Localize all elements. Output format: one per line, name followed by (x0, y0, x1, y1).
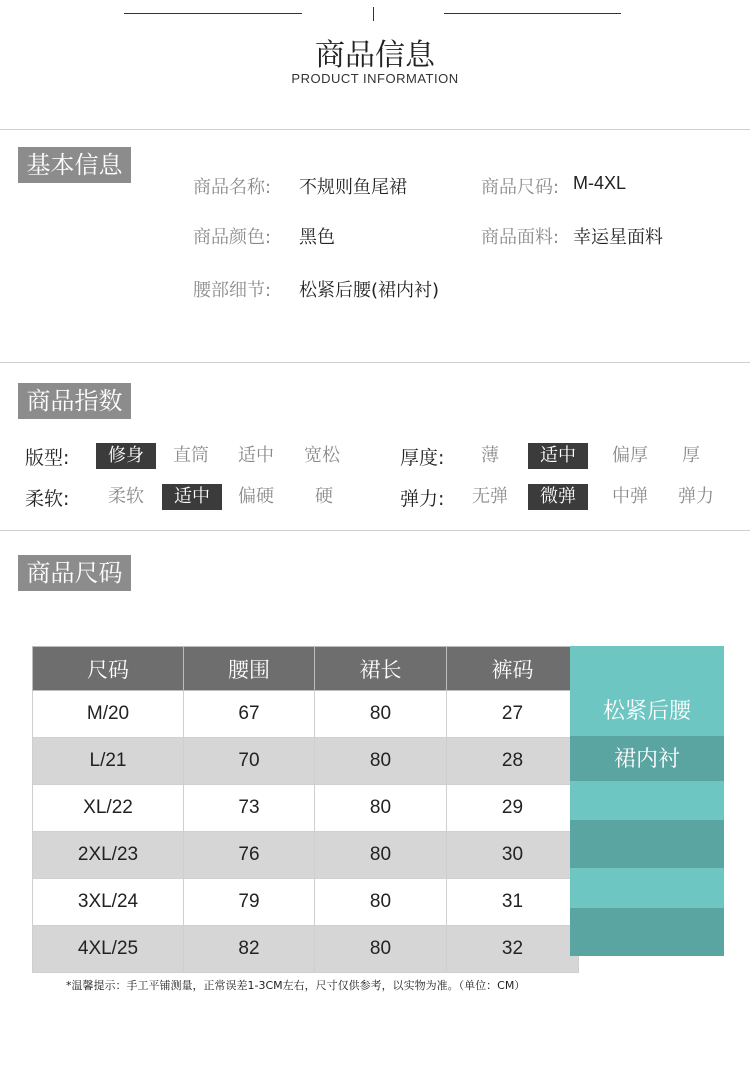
table-row (33, 785, 579, 832)
section-badge-size: 商品尺码 (18, 555, 131, 591)
table-row (33, 691, 579, 738)
softness-option-stiffer: 偏硬 (238, 486, 274, 507)
softness-option-medium: 适中 (162, 484, 222, 510)
table-cell: L/21 (33, 738, 184, 785)
section-badge-product-index: 商品指数 (18, 383, 131, 419)
table-cell: 80 (315, 926, 447, 973)
divider (0, 362, 750, 363)
table-cell: M/20 (33, 691, 184, 738)
table-row (33, 926, 579, 973)
table-cell: 67 (184, 691, 315, 738)
table-cell: 30 (447, 832, 579, 879)
product-size-value: M-4XL (573, 173, 627, 193)
header-pants-size: 裤码 (447, 647, 579, 691)
fit-option-slim: 修身 (96, 443, 156, 469)
header-skirt-length: 裙长 (315, 647, 447, 691)
fit-label: 版型: (25, 447, 70, 469)
page-subtitle: PRODUCT INFORMATION (291, 71, 459, 86)
page-title: 商品信息 (315, 38, 435, 73)
table-cell: 28 (447, 738, 579, 785)
table-cell: 80 (315, 879, 447, 926)
product-size-label: 商品尺码: (481, 177, 560, 198)
waist-detail-label: 腰部细节: (193, 280, 272, 301)
product-fabric-value: 幸运星面料 (573, 227, 663, 248)
table-cell: 70 (184, 738, 315, 785)
waist-detail-value: 松紧后腰(裙内衬) (299, 280, 440, 301)
softness-option-stiff: 硬 (315, 486, 333, 507)
table-cell: 3XL/24 (33, 879, 184, 926)
header-right-line (444, 13, 621, 14)
size-table (32, 646, 579, 973)
elasticity-option-none: 无弹 (472, 486, 508, 507)
thickness-option-thick: 厚 (682, 445, 700, 466)
table-cell: 4XL/25 (33, 926, 184, 973)
teal-block (570, 908, 724, 956)
table-cell: 31 (447, 879, 579, 926)
fit-option-regular: 适中 (238, 445, 274, 466)
fit-option-straight: 直筒 (173, 445, 209, 466)
table-cell: 76 (184, 832, 315, 879)
thickness-label: 厚度: (400, 447, 445, 469)
table-cell: 32 (447, 926, 579, 973)
table-cell: 80 (315, 691, 447, 738)
table-row (33, 879, 579, 926)
product-name-label: 商品名称: (193, 177, 272, 198)
table-cell: 80 (315, 785, 447, 832)
elasticity-label: 弹力: (400, 488, 445, 510)
elasticity-option-stretch: 弹力 (678, 486, 714, 507)
elasticity-option-slight: 微弹 (528, 484, 588, 510)
table-cell: 80 (315, 738, 447, 785)
fit-option-loose: 宽松 (304, 445, 340, 466)
table-row (33, 832, 579, 879)
header-size: 尺码 (33, 647, 184, 691)
divider (0, 129, 750, 130)
table-cell: 29 (447, 785, 579, 832)
thickness-option-thin: 薄 (481, 445, 499, 466)
divider (0, 530, 750, 531)
teal-block (570, 781, 724, 820)
header-waist: 腰围 (184, 647, 315, 691)
softness-option-soft: 柔软 (108, 486, 144, 507)
measurement-tip: *温馨提示：手工平铺测量，正常误差1-3CM左右，尺寸仅供参考，以实物为准。（单位：CM） (66, 979, 526, 992)
table-cell: 2XL/23 (33, 832, 184, 879)
section-badge-basic-info: 基本信息 (18, 147, 131, 183)
table-cell: 80 (315, 832, 447, 879)
size-table-header (33, 647, 579, 691)
elasticity-option-medium: 中弹 (612, 486, 648, 507)
product-fabric-label: 商品面料: (481, 227, 560, 248)
product-name-value: 不规则鱼尾裙 (299, 177, 407, 198)
side-note-lining: 裙内衬 (613, 747, 680, 772)
side-note-waist: 松紧后腰 (602, 699, 691, 724)
header-center-tick (373, 7, 374, 21)
product-color-label: 商品颜色: (193, 227, 272, 248)
teal-block (570, 820, 724, 868)
product-color-value: 黑色 (299, 227, 335, 248)
teal-block (570, 868, 724, 908)
table-cell: 27 (447, 691, 579, 738)
table-cell: 82 (184, 926, 315, 973)
softness-label: 柔软: (25, 488, 70, 510)
table-row (33, 738, 579, 785)
thickness-option-thicker: 偏厚 (612, 445, 648, 466)
thickness-option-medium: 适中 (528, 443, 588, 469)
table-cell: 79 (184, 879, 315, 926)
table-cell: XL/22 (33, 785, 184, 832)
table-cell: 73 (184, 785, 315, 832)
header-left-line (124, 13, 302, 14)
